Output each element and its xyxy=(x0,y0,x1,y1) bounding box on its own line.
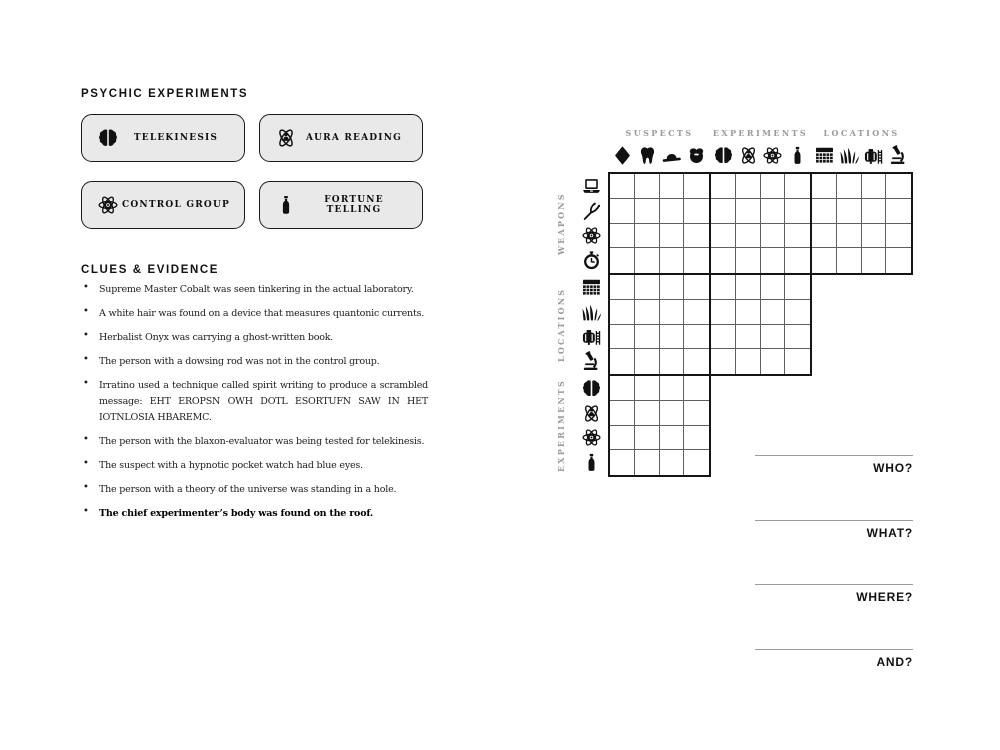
grid-cell[interactable] xyxy=(635,275,660,300)
grid-cell[interactable] xyxy=(610,248,635,273)
clue-text: Irratino used a technique called spirit writing to produce a scrambled message: EHT EROPSN OWH DOTL ESORTUFN SAW IN HET IOTNLOSIA HBAREMC. xyxy=(99,380,428,423)
clue-item xyxy=(81,458,428,474)
bottle-icon xyxy=(581,452,602,473)
grid-cell[interactable] xyxy=(684,401,709,426)
grid-cell[interactable] xyxy=(761,349,786,374)
bullet-icon: • xyxy=(83,434,89,445)
grid-cell[interactable] xyxy=(684,275,709,300)
grid-cell[interactable] xyxy=(886,199,911,224)
grid-cell[interactable] xyxy=(684,224,709,249)
pocket-watch-icon xyxy=(581,250,602,271)
grid-cell[interactable] xyxy=(610,376,635,401)
grass-icon xyxy=(581,302,602,323)
section-title-psychic-experiments: PSYCHIC EXPERIMENTS xyxy=(81,88,249,100)
bullet-icon: • xyxy=(83,282,89,293)
logic-grid xyxy=(556,128,913,677)
grid-block xyxy=(709,172,812,275)
column-group-label-experiments: EXPERIMENTS xyxy=(712,128,809,138)
grid-cell[interactable] xyxy=(610,349,635,374)
clue-text: The person with the blaxon-evaluator was being tested for telekinesis. xyxy=(99,436,425,447)
grid-cell[interactable] xyxy=(684,248,709,273)
grid-cell[interactable] xyxy=(736,275,761,300)
grid-cell[interactable] xyxy=(610,401,635,426)
tooth-icon xyxy=(637,145,658,166)
answer-blank-where[interactable] xyxy=(755,584,913,585)
grid-cell[interactable] xyxy=(785,199,810,224)
grid-cell[interactable] xyxy=(812,224,837,249)
grid-cell[interactable] xyxy=(635,174,660,199)
gem-icon xyxy=(612,145,633,166)
grid-cell[interactable] xyxy=(837,199,862,224)
grid-block xyxy=(709,273,812,376)
grid-cell[interactable] xyxy=(684,325,709,350)
laptop-icon xyxy=(581,176,602,197)
grid-cell[interactable] xyxy=(761,300,786,325)
grid-cell[interactable] xyxy=(660,275,685,300)
grid-cell[interactable] xyxy=(711,248,736,273)
grid-cell[interactable] xyxy=(862,224,887,249)
clue-text: A white hair was found on a device that measures quantonic currents. xyxy=(99,308,425,319)
grid-cell[interactable] xyxy=(660,325,685,350)
atom-icon xyxy=(581,225,602,246)
grid-cell[interactable] xyxy=(660,248,685,273)
grid-cell[interactable] xyxy=(610,275,635,300)
grid-cell[interactable] xyxy=(785,275,810,300)
row-group-label-locations: LOCATIONS xyxy=(556,287,566,362)
row-group-label-weapons: WEAPONS xyxy=(556,192,566,255)
clue-item xyxy=(81,282,428,298)
grass-icon xyxy=(839,145,860,166)
aura-icon xyxy=(738,145,759,166)
atom-icon xyxy=(762,145,783,166)
grid-cell[interactable] xyxy=(635,426,660,451)
grid-cell[interactable] xyxy=(610,224,635,249)
grid-cell[interactable] xyxy=(635,300,660,325)
grid-cell[interactable] xyxy=(684,199,709,224)
grid-cell[interactable] xyxy=(610,450,635,475)
grid-cell[interactable] xyxy=(711,325,736,350)
answer-blank-and[interactable] xyxy=(755,649,913,650)
category-cards xyxy=(81,114,423,229)
clue-item xyxy=(81,482,428,498)
grid-cell[interactable] xyxy=(610,300,635,325)
category-card-label: CONTROL GROUP xyxy=(122,200,230,210)
bullet-icon: • xyxy=(83,482,89,493)
answer-label-and: AND? xyxy=(876,654,913,669)
grid-cell[interactable] xyxy=(761,325,786,350)
grid-cell[interactable] xyxy=(635,199,660,224)
grid-cell[interactable] xyxy=(660,224,685,249)
grid-cell[interactable] xyxy=(761,275,786,300)
grid-cell[interactable] xyxy=(711,174,736,199)
grid-cell[interactable] xyxy=(785,300,810,325)
grid-cell[interactable] xyxy=(684,376,709,401)
category-card-label: AURA READING xyxy=(305,133,403,143)
grid-cell[interactable] xyxy=(610,199,635,224)
grid-cell[interactable] xyxy=(660,376,685,401)
category-card-label: FORTUNE TELLING xyxy=(324,195,384,215)
clue-item xyxy=(81,306,428,322)
grid-cell[interactable] xyxy=(736,248,761,273)
grid-cell[interactable] xyxy=(785,349,810,374)
grid-cell[interactable] xyxy=(736,325,761,350)
grid-cell[interactable] xyxy=(812,174,837,199)
microscope-icon xyxy=(888,145,909,166)
microscope-icon xyxy=(581,351,602,372)
grid-cell[interactable] xyxy=(886,248,911,273)
answer-blank-what[interactable] xyxy=(755,520,913,521)
category-card-label: TELEKINESIS xyxy=(133,133,219,143)
grid-cell[interactable] xyxy=(711,275,736,300)
category-card xyxy=(81,114,245,162)
clue-item xyxy=(81,330,428,346)
brain-icon xyxy=(96,127,120,149)
water-tower-icon xyxy=(863,145,884,166)
clue-text: The chief experimenter’s body was found on the roof. xyxy=(99,508,373,519)
answer-blank-who[interactable] xyxy=(755,455,913,456)
column-group-label-suspects: SUSPECTS xyxy=(625,128,694,138)
bottle-icon xyxy=(274,194,298,216)
bullet-icon: • xyxy=(83,458,89,469)
grid-cell[interactable] xyxy=(635,224,660,249)
grid-cell[interactable] xyxy=(635,450,660,475)
grid-cell[interactable] xyxy=(761,199,786,224)
grid-cell[interactable] xyxy=(684,174,709,199)
grid-cell[interactable] xyxy=(635,248,660,273)
atom-icon xyxy=(581,427,602,448)
grid-cell[interactable] xyxy=(785,248,810,273)
bullet-icon: • xyxy=(83,506,89,517)
grid-cell[interactable] xyxy=(736,199,761,224)
beard-icon xyxy=(686,145,707,166)
grid-cell[interactable] xyxy=(736,224,761,249)
grid-cell[interactable] xyxy=(837,224,862,249)
clue-text: Supreme Master Cobalt was seen tinkering in the actual laboratory. xyxy=(99,284,414,295)
category-card xyxy=(81,181,245,229)
grid-cell[interactable] xyxy=(660,300,685,325)
answer-label-who: WHO? xyxy=(873,461,913,475)
grid-block xyxy=(810,172,913,275)
grid-cell[interactable] xyxy=(761,224,786,249)
grid-cell[interactable] xyxy=(660,174,685,199)
grid-cell[interactable] xyxy=(635,376,660,401)
aura-icon xyxy=(274,127,298,149)
grid-cell[interactable] xyxy=(886,224,911,249)
grid-cell[interactable] xyxy=(837,174,862,199)
grid-cell[interactable] xyxy=(660,349,685,374)
grid-cell[interactable] xyxy=(635,349,660,374)
clue-item xyxy=(81,378,428,426)
category-card xyxy=(259,181,423,229)
grid-cell[interactable] xyxy=(785,325,810,350)
hat-icon xyxy=(661,145,682,166)
grid-cell[interactable] xyxy=(886,174,911,199)
brain-icon xyxy=(581,378,602,399)
grid-cell[interactable] xyxy=(684,426,709,451)
clue-text: The person with a dowsing rod was not in the control group. xyxy=(99,356,380,367)
grid-cell[interactable] xyxy=(785,174,810,199)
grid-cell[interactable] xyxy=(684,450,709,475)
grid-cell[interactable] xyxy=(736,174,761,199)
grid-block xyxy=(608,273,711,376)
answer-label-where: WHERE? xyxy=(856,590,913,604)
grid-cell[interactable] xyxy=(837,248,862,273)
grid-cell[interactable] xyxy=(862,199,887,224)
grid-cell[interactable] xyxy=(684,349,709,374)
bullet-icon: • xyxy=(83,306,89,317)
grid-cell[interactable] xyxy=(862,248,887,273)
grid-cell[interactable] xyxy=(761,174,786,199)
bullet-icon: • xyxy=(83,378,89,389)
solar-panel-icon xyxy=(581,277,602,298)
brain-icon xyxy=(713,145,734,166)
grid-cell[interactable] xyxy=(711,349,736,374)
section-title-clues: CLUES & EVIDENCE xyxy=(81,264,220,276)
clue-item xyxy=(81,354,428,370)
category-card xyxy=(259,114,423,162)
clues-list xyxy=(81,282,428,530)
clue-item xyxy=(81,434,428,450)
clue-text: The suspect with a hypnotic pocket watch had blue eyes. xyxy=(99,460,363,471)
grid-cell[interactable] xyxy=(761,248,786,273)
aura-icon xyxy=(581,403,602,424)
grid-cell[interactable] xyxy=(660,199,685,224)
grid-block xyxy=(608,172,711,275)
clue-text: The person with a theory of the universe was standing in a hole. xyxy=(99,484,397,495)
column-group-label-locations: LOCATIONS xyxy=(823,128,900,138)
answer-label-what: WHAT? xyxy=(866,525,913,540)
grid-cell[interactable] xyxy=(635,401,660,426)
grid-cell[interactable] xyxy=(610,325,635,350)
grid-cell[interactable] xyxy=(812,199,837,224)
grid-cell[interactable] xyxy=(610,426,635,451)
grid-block xyxy=(608,374,711,477)
clue-text: Herbalist Onyx was carrying a ghost-written book. xyxy=(99,332,334,343)
grid-cell[interactable] xyxy=(785,224,810,249)
row-group-label-experiments: EXPERIMENTS xyxy=(556,379,566,473)
bullet-icon: • xyxy=(83,330,89,341)
solar-panel-icon xyxy=(814,145,835,166)
grid-cell[interactable] xyxy=(635,325,660,350)
grid-cell[interactable] xyxy=(711,224,736,249)
clue-item xyxy=(81,506,428,522)
grid-cell[interactable] xyxy=(812,248,837,273)
grid-cell[interactable] xyxy=(660,426,685,451)
grid-cell[interactable] xyxy=(736,349,761,374)
grid-cell[interactable] xyxy=(660,401,685,426)
grid-cell[interactable] xyxy=(660,450,685,475)
grid-cell[interactable] xyxy=(862,174,887,199)
atom-icon xyxy=(96,194,120,216)
grid-cell[interactable] xyxy=(610,174,635,199)
bottle-icon xyxy=(787,145,808,166)
water-tower-icon xyxy=(581,326,602,347)
grid-cell[interactable] xyxy=(684,300,709,325)
grid-cell[interactable] xyxy=(736,300,761,325)
bullet-icon: • xyxy=(83,354,89,365)
dowsing-rod-icon xyxy=(581,201,602,222)
grid-cell[interactable] xyxy=(711,300,736,325)
grid-cell[interactable] xyxy=(711,199,736,224)
